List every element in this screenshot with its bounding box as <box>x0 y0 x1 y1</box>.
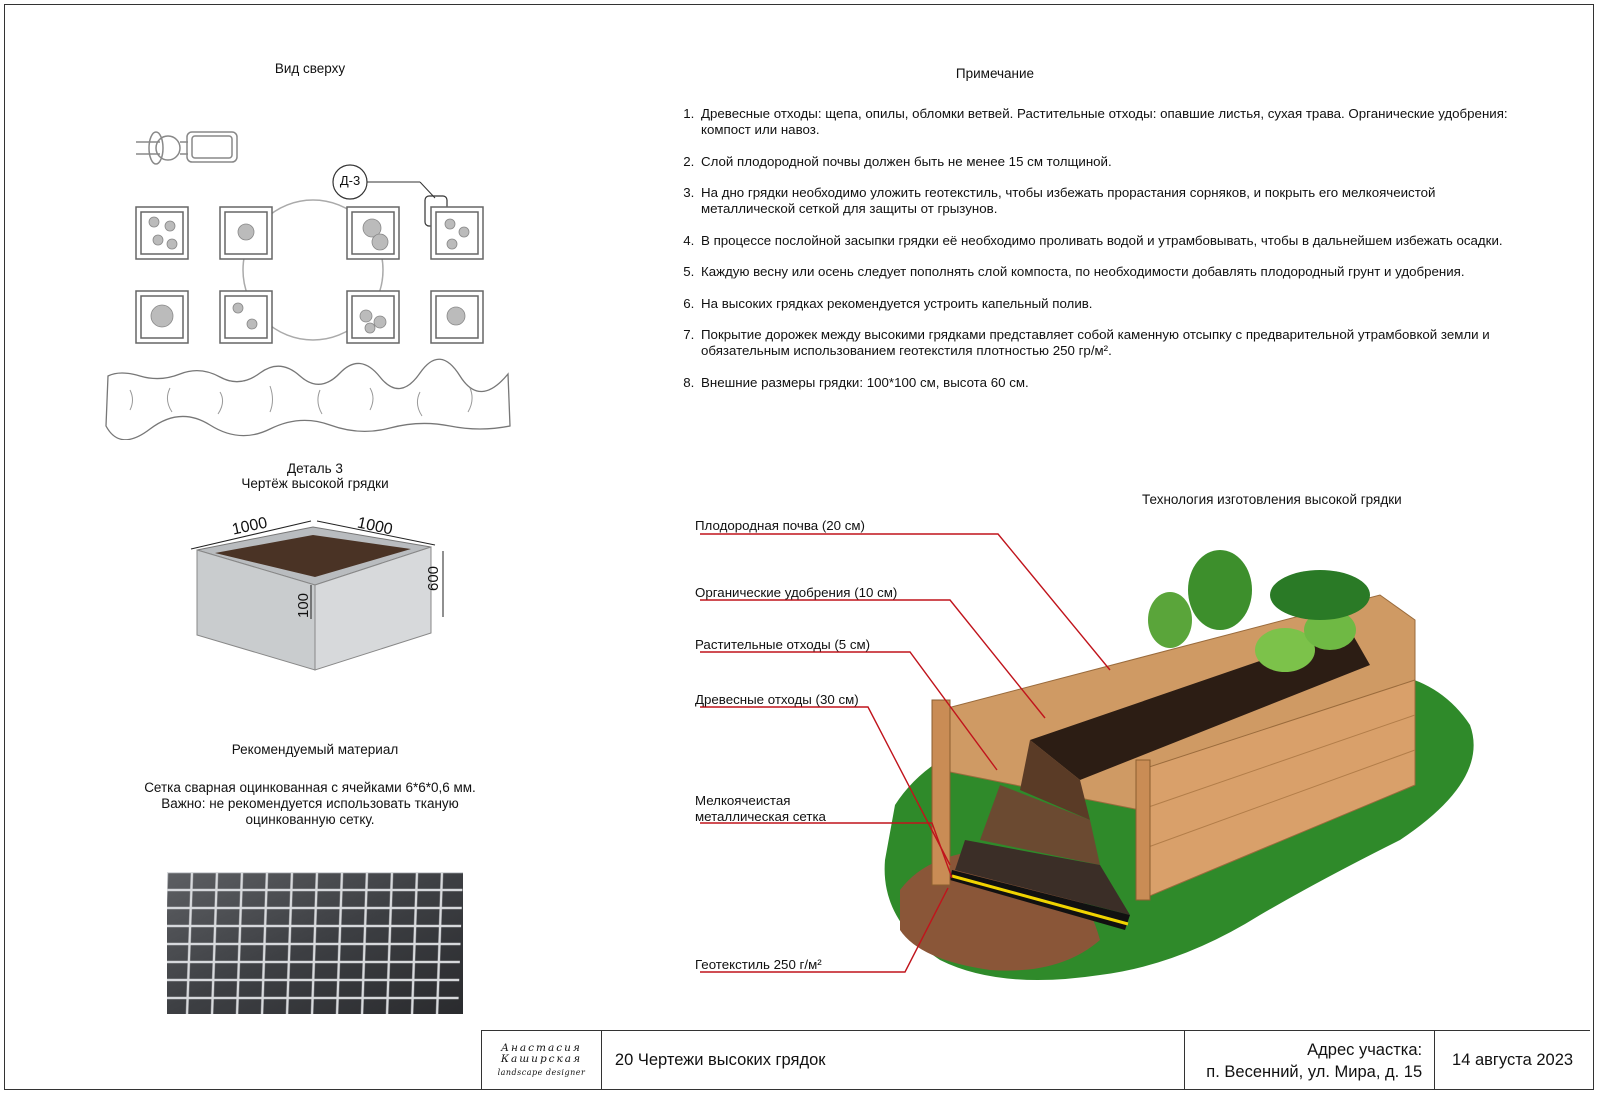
raised-bed-drawing <box>185 515 465 685</box>
layer-label-mesh: Мелкоячеистая металлическая сетка <box>695 793 826 824</box>
technology-title: Технология изготовления высокой грядки <box>1142 492 1402 507</box>
layer-label-soil: Плодородная почва (20 см) <box>695 518 865 533</box>
logo-line3: landscape designer <box>497 1068 586 1077</box>
sheet-title: 20 Чертежи высоких грядок <box>602 1031 1185 1090</box>
sheet-date: 14 августа 2023 <box>1452 1051 1574 1069</box>
notes-list <box>682 106 1512 406</box>
hedge <box>106 359 510 440</box>
address-line2: п. Весенний, ул. Мира, д. 15 <box>1206 1062 1423 1081</box>
material-desc-line3: оцинкованную сетку. <box>245 812 375 827</box>
dim-height-inner: 100 <box>295 592 313 619</box>
material-description <box>110 780 510 828</box>
detail-title <box>190 461 440 491</box>
beds-row-2 <box>136 291 483 343</box>
detail-title-line1: Деталь 3 <box>287 461 343 476</box>
top-view-title: Вид сверху <box>274 61 346 76</box>
layer-label-organic: Органические удобрения (10 см) <box>695 585 898 600</box>
note-item: 8. Внешние размеры грядки: 100*100 см, высота 60 см. <box>698 375 1512 391</box>
address-line1: Адрес участка: <box>1307 1040 1423 1059</box>
dim-width-right: 1000 <box>355 514 395 539</box>
material-desc-line2: Важно: не рекомендуется использовать тканую <box>161 796 459 811</box>
welded-mesh-photo <box>167 872 463 1014</box>
logo-line2: Каширская <box>500 1053 583 1065</box>
note-item: 7. Покрытие дорожек между высокими грядками представляет собой каменную отсыпку с предварительной утрамбовкой земли и обязательным использованием геотекстиля плотностью 250 гр/м². <box>698 327 1512 359</box>
top-view-plan <box>100 120 530 440</box>
plant-icons <box>149 217 469 333</box>
site-address <box>1185 1031 1435 1090</box>
note-item: 6. На высоких грядках рекомендуется устроить капельный полив. <box>698 296 1512 312</box>
note-item: 3. На дно грядки необходимо уложить геотекстиль, чтобы избежать прорастания сорняков, и покрыть его мелкоячеистой металлической сеткой для защиты от грызунов. <box>698 185 1512 217</box>
material-desc-line1: Сетка сварная оцинкованная с ячейками 6*6*0,6 мм. <box>144 780 476 795</box>
material-title: Рекомендуемый материал <box>231 742 399 757</box>
dim-width-left: 1000 <box>230 514 269 539</box>
dim-height-total: 600 <box>425 565 443 592</box>
logo-line1: Анастасия <box>501 1042 582 1054</box>
layer-label-geotextile: Геотекстиль 250 г/м² <box>695 957 822 972</box>
layer-label-wood-waste: Древесные отходы (30 см) <box>695 692 859 707</box>
callout-label: Д-3 <box>339 173 361 188</box>
note-item: 5. Каждую весну или осень следует пополнять слой компоста, по необходимости добавлять плодородный грунт и удобрения. <box>698 264 1512 280</box>
post-right <box>1136 760 1150 900</box>
designer-logo <box>482 1031 602 1090</box>
detail-title-line2: Чертёж высокой грядки <box>241 476 389 491</box>
note-item: 2. Слой плодородной почвы должен быть не менее 15 см толщиной. <box>698 154 1512 170</box>
layer-label-plant-waste: Растительные отходы (5 см) <box>695 637 871 652</box>
beds-row-1 <box>136 207 483 259</box>
title-block <box>481 1030 1590 1090</box>
note-item: 1. Древесные отходы: щепа, опилы, обломки ветвей. Растительные отходы: опавшие листья, сухая трава. Органические удобрения: компост или навоз. <box>698 106 1512 138</box>
note-item: 4. В процессе послойной засыпки грядки её необходимо проливать водой и утрамбовывать, чтобы в дальнейшем избежать осадки. <box>698 233 1512 249</box>
notes-title: Примечание <box>955 66 1035 81</box>
wheelbarrow-icon <box>136 132 237 164</box>
post-left <box>932 700 950 885</box>
